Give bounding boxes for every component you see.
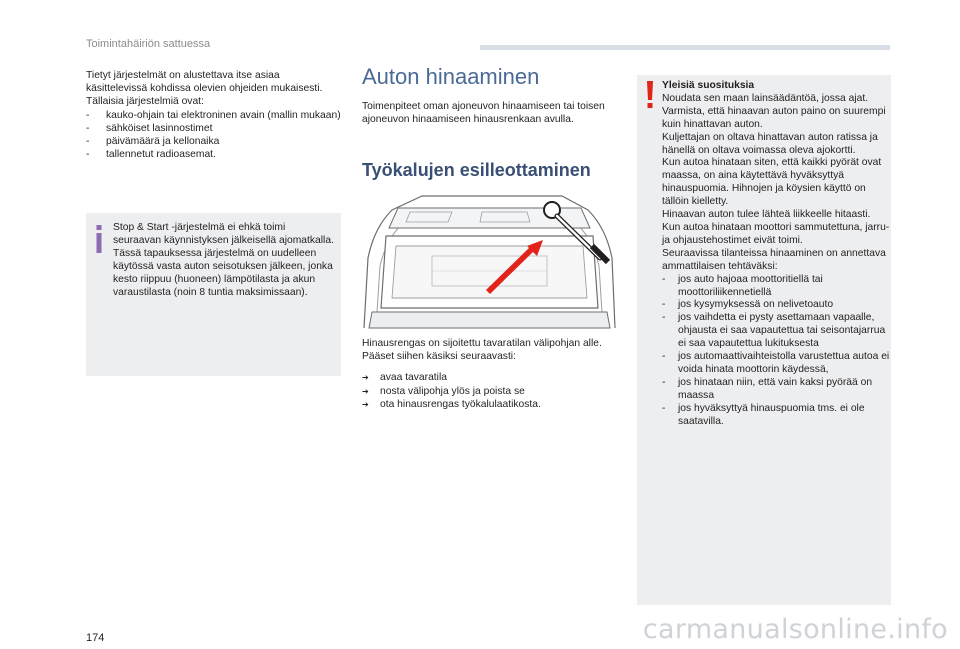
warning-paragraph: Kun autoa hinataan siten, että kaikki pyörät ovat maassa, on aina käytettävä hyväksyttyä hinauspuomia. Hihnojen ja köysien käyttö on tällöin kielletty. [662,157,882,208]
instructions [362,337,622,411]
list-item: ➔ avaa tavaratila [362,371,622,384]
header-bar [480,45,890,50]
list-item: ➔ ota hinausrengas työkalulaatikosta. [362,398,622,411]
section-title: Toimintahäiriön sattuessa [86,38,211,50]
left-column [86,69,341,161]
sub-heading: Työkalujen esilleottaminen [362,160,591,180]
professional-towing-list [662,274,890,429]
warning-paragraph: Seuraavissa tilanteissa hinaaminen on annettava ammattilaisen tehtäväksi: [662,247,886,272]
info-text [113,222,335,299]
main-heading: Auton hinaaminen [362,64,540,89]
step-list [362,371,622,411]
reset-systems-list [86,109,341,162]
warning-text [662,80,890,428]
list-item: - jos vaihdetta ei pysty asettamaan vapaalle, ohjausta ei saa vapautettua tai seisontajarrua ei saa vapautettua lukituksesta [662,312,890,351]
list-item: - jos kysymyksessä on nelivetoauto [662,299,890,312]
list-item: ➔ nosta välipohja ylös ja poista se [362,385,622,398]
warning-paragraph: Noudata sen maan lainsäädäntöä, jossa ajat. [662,92,869,104]
info-box [86,213,341,376]
list-item: - jos auto hajoaa moottoritiellä tai moottoriliikennetiellä [662,274,890,300]
car-trunk-illustration [362,188,617,332]
list-item: - kauko-ohjain tai elektroninen avain (mallin mukaan) [86,109,341,122]
warning-paragraph: Varmista, että hinaavan auton paino on suurempi kuin hinattavan auton. [662,105,886,130]
warning-paragraph: Kun autoa hinataan moottori sammutettuna, jarru- ja ohjaustehostimet eivät toimi. [662,221,890,246]
towing-intro: Toimenpiteet oman ajoneuvon hinaamiseen tai toisen ajoneuvon hinaamiseen hinausrenkaan avulla. [362,101,605,126]
list-item: - jos automaattivaihteistolla varustettua autoa ei voida hinata moottorin käydessä, [662,351,890,377]
instruction-text: Hinausrengas on sijoitettu tavaratilan välipohjan alle. [362,338,602,349]
warning-paragraph: Kuljettajan on oltava hinattavan auton ratissa ja hänellä on oltava voimassa oleva ajokortti. [662,131,878,156]
list-item: - jos hyväksyttyä hinauspuomia tms. ei ole saatavilla. [662,403,890,429]
warning-icon [646,81,654,109]
list-item: - sähköiset lasinnostimet [86,122,341,135]
info-line: Tässä tapauksessa järjestelmä on uudelleen käytössä vasta auton seisotuksen jälkeen, jonka kesto riippuu (huoneen) lämpötilasta ja akun varaustilasta (noin 8 tuntia maksimissaan). [113,247,333,298]
info-icon [94,225,104,253]
left-intro: Tietyt järjestelmät on alustettava itse asiaa käsittelevissä kohdissa olevien ohjeiden mukaisesti. Tällaisia järjestelmiä ovat: [86,70,323,108]
info-line: Stop & Start -järjestelmä ei ehkä toimi seuraavan käynnistyksen jälkeisellä ajomatkalla. [113,222,334,246]
watermark: carmanualsonline.info [642,614,948,645]
warning-box [637,75,891,605]
list-item: - tallennetut radioasemat. [86,148,341,161]
warning-title: Yleisiä suosituksia [662,80,755,91]
instruction-text: Pääset siihen käsiksi seuraavasti: [362,351,516,363]
warning-paragraph: Hinaavan auton tulee lähteä liikkeelle hitaasti. [662,209,871,221]
page-number: 174 [86,632,105,644]
list-item: - jos hinataan niin, että vain kaksi pyörää on maassa [662,377,890,403]
list-item: - päivämäärä ja kellonaika [86,135,341,148]
